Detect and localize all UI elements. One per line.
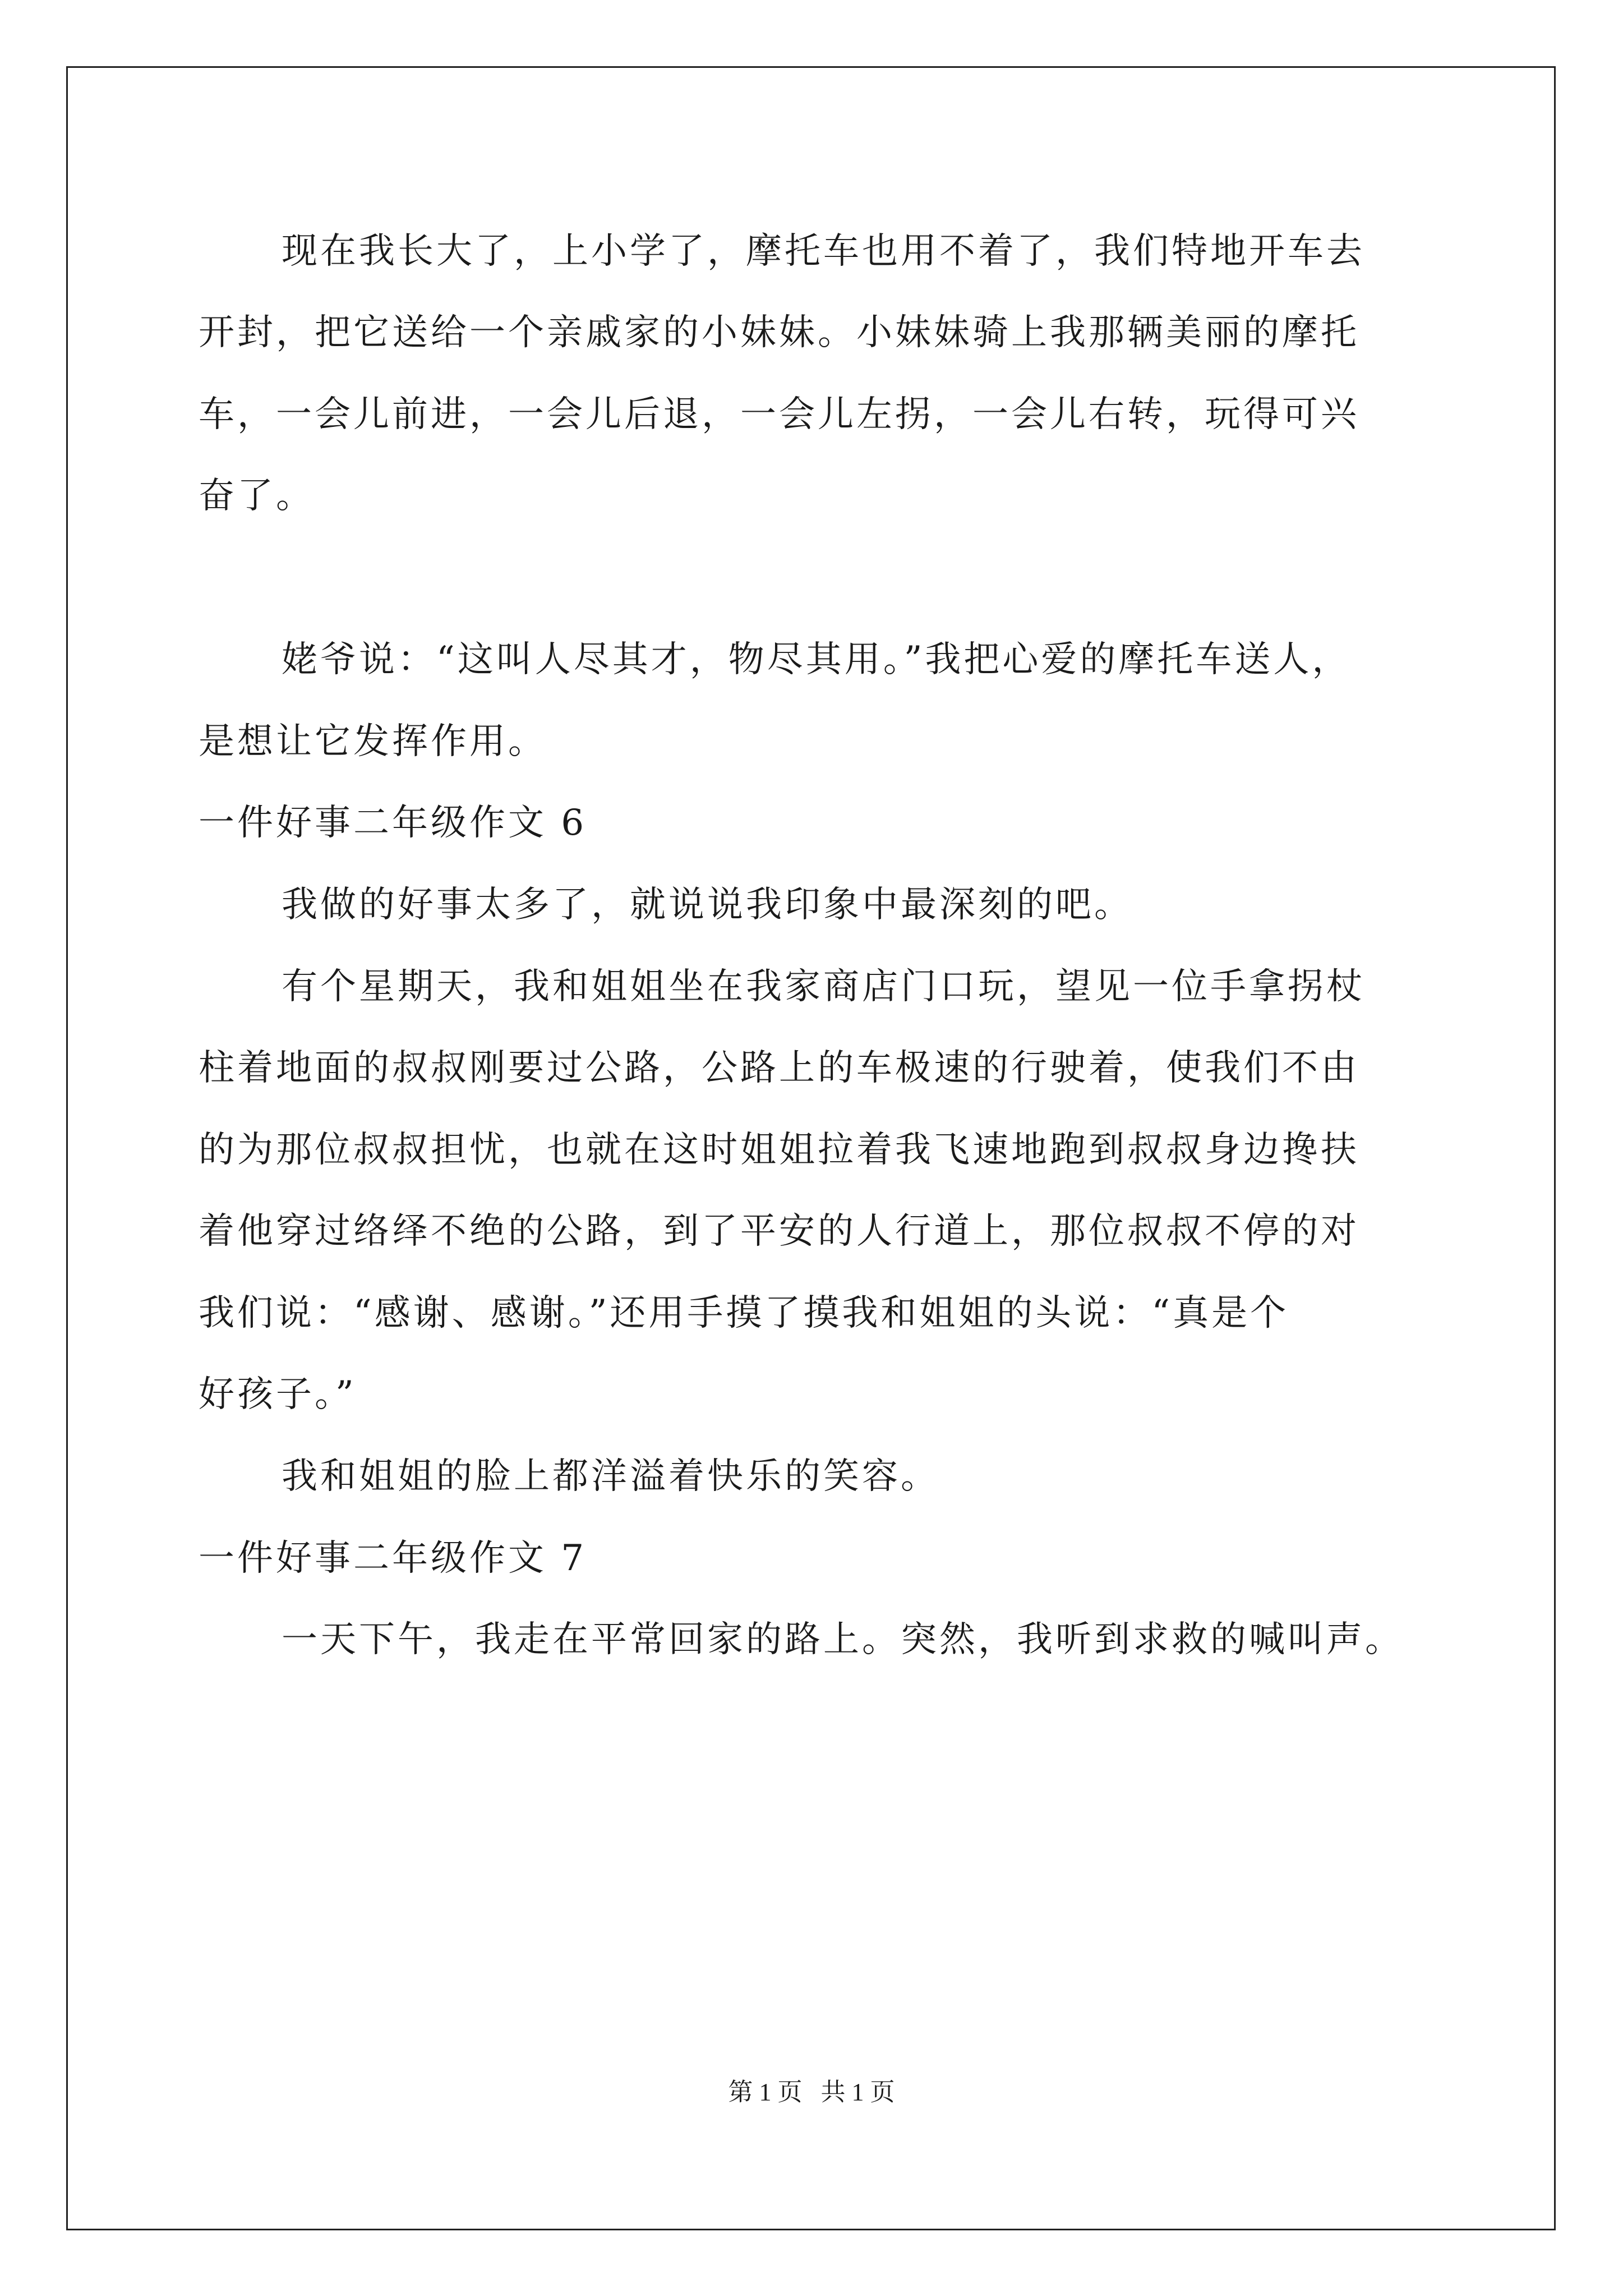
paragraph-line: 着他穿过络绎不绝的公路，到了平安的人行道上，那位叔叔不停的对 xyxy=(199,1211,1359,1252)
paragraph-line: 开封，把它送给一个亲戚家的小妹妹。小妹妹骑上我那辆美丽的摩托 xyxy=(199,312,1359,353)
paragraph-line: 是想让它发挥作用。 xyxy=(199,721,547,762)
paragraph-line: 姥爷说：“这叫人尽其才，物尽其用。”我把心爱的摩托车送人， xyxy=(282,639,1351,680)
page-number: 第 1 页 xyxy=(728,2078,803,2106)
paragraph-line: 车，一会儿前进，一会儿后退，一会儿左拐，一会儿右转，玩得可兴 xyxy=(199,394,1359,435)
paragraph-line: 的为那位叔叔担忧，也就在这时姐姐拉着我飞速地跑到叔叔身边搀扶 xyxy=(199,1129,1359,1171)
paragraph-line: 奋了。 xyxy=(199,475,315,517)
paragraph-line: 柱着地面的叔叔刚要过公路，公路上的车极速的行驶着，使我们不由 xyxy=(199,1047,1359,1089)
page-footer xyxy=(0,2076,1623,2109)
page-total: 共 1 页 xyxy=(820,2078,895,2106)
paragraph-line: 好孩子。” xyxy=(199,1374,357,1415)
paragraph-line: 现在我长大了，上小学了，摩托车也用不着了，我们特地开车去 xyxy=(282,231,1365,272)
section-heading: 一件好事二年级作文 6 xyxy=(199,802,587,844)
paragraph-line: 有个星期天，我和姐姐坐在我家商店门口玩，望见一位手拿拐杖 xyxy=(282,966,1365,1007)
paragraph-line: 我做的好事太多了，就说说我印象中最深刻的吧。 xyxy=(282,884,1133,926)
paragraph-line: 一天下午，我走在平常回家的路上。突然，我听到求救的喊叫声。 xyxy=(282,1619,1404,1660)
section-heading: 一件好事二年级作文 7 xyxy=(199,1538,587,1579)
paragraph-line: 我和姐姐的脸上都洋溢着快乐的笑容。 xyxy=(282,1456,939,1497)
paragraph-line: 我们说：“感谢、感谢。”还用手摸了摸我和姐姐的头说：“真是个 xyxy=(199,1292,1289,1334)
